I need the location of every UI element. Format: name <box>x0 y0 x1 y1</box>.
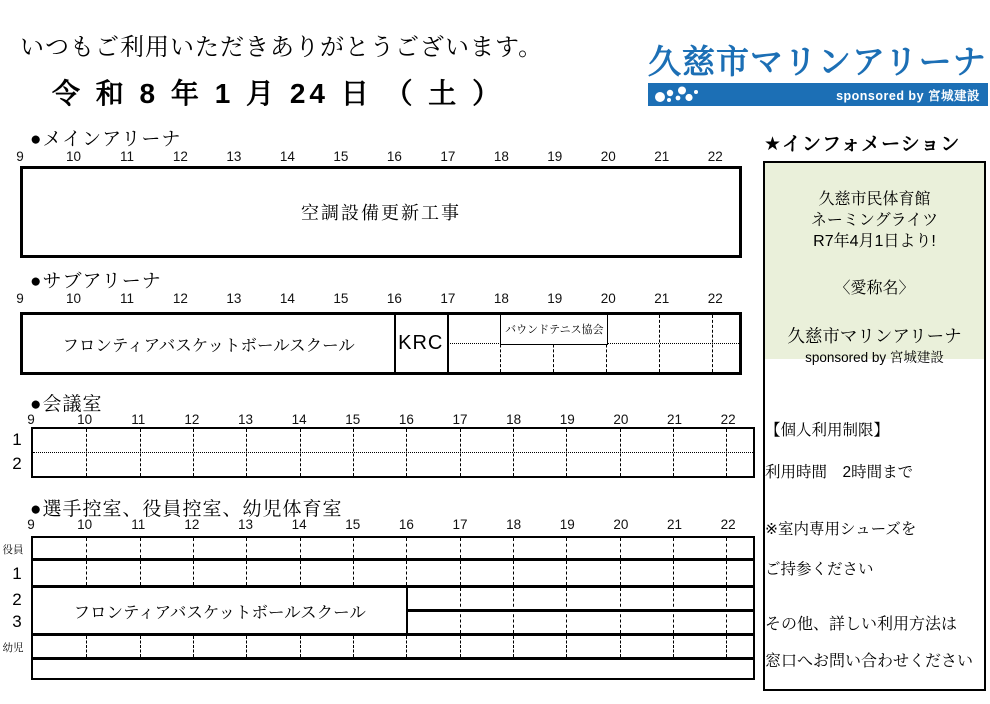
hour-label: 12 <box>184 412 200 427</box>
time-axis-main-arena <box>16 149 742 165</box>
rooms-row-label-3: 3 <box>12 612 22 631</box>
hour-gridline <box>566 538 567 558</box>
sub-arena-open-slots <box>447 315 739 372</box>
hour-label: 20 <box>600 149 616 164</box>
hour-label: 15 <box>345 517 361 532</box>
naming-line-2: ネーミングライツ <box>810 212 939 229</box>
hour-gridline <box>513 538 514 558</box>
hour-label: 18 <box>493 149 509 164</box>
hour-gridline <box>673 538 674 558</box>
hour-label: 14 <box>291 412 307 427</box>
sub-arena-schedule-box <box>20 312 742 375</box>
hour-gridline <box>620 588 621 633</box>
hour-gridline <box>86 636 87 657</box>
hour-gridline <box>726 561 727 585</box>
naming-line-3: R7年4月1日より! <box>813 233 936 250</box>
hour-gridline <box>300 429 301 476</box>
hour-gridline <box>140 636 141 657</box>
hour-gridline <box>353 429 354 476</box>
personal-use-restriction-body: 利用時間 2時間まで <box>765 464 914 481</box>
hour-gridline <box>140 429 141 476</box>
hour-gridline <box>712 315 713 372</box>
logo <box>648 44 988 106</box>
hour-gridline <box>566 561 567 585</box>
section-meeting-room-heading: ●会議室 <box>30 394 103 415</box>
hour-label: 12 <box>172 149 188 164</box>
time-axis-rooms <box>27 517 755 533</box>
naming-rights-panel <box>765 163 984 365</box>
logo-title: 久慈市マリンアリーナ <box>648 43 987 80</box>
hour-gridline <box>300 561 301 585</box>
rooms-rows-2-3 <box>33 588 753 633</box>
hour-label: 20 <box>613 517 629 532</box>
hour-gridline <box>300 636 301 657</box>
hour-label: 16 <box>398 412 414 427</box>
hour-gridline <box>460 561 461 585</box>
hour-label: 21 <box>654 149 670 164</box>
hour-label: 10 <box>77 412 93 427</box>
hour-label: 15 <box>333 291 349 306</box>
cell-bound-tennis-association: バウンドテニス協会 <box>500 315 608 345</box>
hour-label: 9 <box>27 517 35 532</box>
hour-gridline <box>513 588 514 633</box>
hour-label: 17 <box>452 412 468 427</box>
section-rooms-heading: ●選手控室、役員控室、幼児体育室 <box>30 499 343 520</box>
hour-label: 19 <box>547 149 563 164</box>
hour-label: 10 <box>65 291 81 306</box>
hour-gridline <box>246 429 247 476</box>
hour-gridline <box>513 636 514 657</box>
hour-gridline <box>726 588 727 633</box>
hour-label: 9 <box>16 291 24 306</box>
cell-krc: KRC <box>394 315 449 372</box>
rooms-row-yoji <box>33 636 753 657</box>
hour-gridline <box>566 636 567 657</box>
rooms-schedule-box <box>31 536 755 680</box>
rooms-rows-2-3-open-slots <box>406 588 753 633</box>
rooms-row-label-1: 1 <box>12 564 22 583</box>
hour-label: 11 <box>119 149 134 164</box>
sponsor-bar <box>648 83 988 106</box>
hour-gridline <box>193 561 194 585</box>
main-arena-event: 空調設備更新工事 <box>301 203 461 223</box>
hour-label: 18 <box>506 412 522 427</box>
rooms-row-label-yakuin: 役員 <box>2 544 24 556</box>
hour-label: 12 <box>184 517 200 532</box>
date-heading: 令 和 8 年 1 月 24 日 （ 土 ） <box>52 78 505 109</box>
hour-gridline <box>460 538 461 558</box>
hour-label: 14 <box>279 149 295 164</box>
cell-frontier-basketball-school-rooms: フロンティアバスケットボールスクール <box>33 588 408 633</box>
bubble-dots-icon <box>653 85 703 104</box>
hour-gridline <box>353 636 354 657</box>
hour-gridline <box>86 429 87 476</box>
hour-gridline <box>673 588 674 633</box>
hour-gridline <box>86 561 87 585</box>
section-main-arena-heading: ●メインアリーナ <box>30 129 182 150</box>
hour-label: 21 <box>654 291 670 306</box>
hour-label: 21 <box>667 517 683 532</box>
hour-gridline <box>513 429 514 476</box>
hour-label: 21 <box>667 412 683 427</box>
nickname-sponsor: sponsored by 宮城建設 <box>805 350 944 365</box>
hour-label: 22 <box>707 291 723 306</box>
hour-gridline <box>406 561 407 585</box>
meeting-room-row-label-2: 2 <box>12 454 22 473</box>
hour-gridline <box>673 429 674 476</box>
hour-label: 15 <box>333 149 349 164</box>
hour-label: 12 <box>172 291 188 306</box>
hour-label: 16 <box>398 517 414 532</box>
hour-label: 19 <box>559 517 575 532</box>
hour-label: 15 <box>345 412 361 427</box>
hour-label: 11 <box>131 412 146 427</box>
time-axis-meeting-room <box>27 412 755 428</box>
personal-use-restriction-title: 【個人利用制限】 <box>765 422 890 439</box>
time-axis-sub-arena <box>16 291 742 307</box>
hour-label: 11 <box>119 291 134 306</box>
hour-gridline <box>726 429 727 476</box>
hour-gridline <box>353 538 354 558</box>
hour-label: 18 <box>506 517 522 532</box>
hour-label: 17 <box>440 149 456 164</box>
hour-gridline <box>246 636 247 657</box>
hour-gridline <box>406 636 407 657</box>
hour-gridline <box>620 561 621 585</box>
hour-label: 13 <box>238 412 254 427</box>
hour-label: 13 <box>226 149 242 164</box>
hour-gridline <box>620 636 621 657</box>
thanks-message: いつもご利用いただきありがとうございます。 <box>20 34 544 61</box>
nickname-label: 〈愛称名〉 <box>834 280 915 297</box>
hour-label: 16 <box>386 149 402 164</box>
hour-gridline <box>140 561 141 585</box>
hour-gridline <box>353 561 354 585</box>
hour-label: 13 <box>238 517 254 532</box>
hour-label: 19 <box>547 291 563 306</box>
hour-label: 20 <box>600 291 616 306</box>
hour-gridline <box>406 429 407 476</box>
hour-gridline <box>620 538 621 558</box>
indoor-shoes-note-line2: ご持参ください <box>765 561 874 578</box>
hour-label: 14 <box>279 291 295 306</box>
indoor-shoes-note-line1: ※室内専用シューズを <box>765 521 917 538</box>
meeting-room-row-divider <box>33 452 753 453</box>
hour-label: 17 <box>440 291 456 306</box>
hour-label: 14 <box>291 517 307 532</box>
sponsor-text: sponsored by 宮城建設 <box>836 88 980 103</box>
hour-gridline <box>406 538 407 558</box>
hour-gridline <box>673 561 674 585</box>
hour-label: 17 <box>452 517 468 532</box>
hour-label: 22 <box>720 517 736 532</box>
hour-gridline <box>193 429 194 476</box>
contact-note-line2: 窓口へお問い合わせください <box>765 653 974 670</box>
rooms-row-label-yoji: 幼児 <box>2 642 24 654</box>
section-sub-arena-heading: ●サブアリーナ <box>30 271 162 292</box>
hour-label: 11 <box>131 517 146 532</box>
hour-label: 10 <box>77 517 93 532</box>
hour-gridline <box>193 636 194 657</box>
meeting-room-schedule-box <box>31 427 755 478</box>
hour-gridline <box>513 561 514 585</box>
rooms-row-label-2: 2 <box>12 590 22 609</box>
meeting-room-row-label-1: 1 <box>12 430 22 449</box>
hour-gridline <box>246 538 247 558</box>
hour-gridline <box>140 538 141 558</box>
contact-note-line1: その他、詳しい利用方法は <box>765 616 958 633</box>
hour-gridline <box>659 315 660 372</box>
information-box <box>763 161 986 691</box>
rooms-rows-2-3-divider <box>406 609 753 612</box>
hour-gridline <box>726 636 727 657</box>
hour-gridline <box>193 538 194 558</box>
rooms-row-blank <box>33 660 753 678</box>
hour-gridline <box>673 636 674 657</box>
nickname-value: 久慈市マリンアリーナ <box>787 326 962 346</box>
hour-gridline <box>620 429 621 476</box>
rooms-row-yakuin <box>33 538 753 558</box>
usage-notes-panel <box>765 421 984 672</box>
hour-gridline <box>726 538 727 558</box>
hour-label: 16 <box>386 291 402 306</box>
hour-label: 9 <box>27 412 35 427</box>
hour-label: 18 <box>493 291 509 306</box>
main-arena-schedule-box <box>20 166 742 258</box>
hour-label: 13 <box>226 291 242 306</box>
hour-gridline <box>86 538 87 558</box>
hour-label: 22 <box>707 149 723 164</box>
rooms-row-1 <box>33 561 753 585</box>
hour-gridline <box>460 636 461 657</box>
hour-gridline <box>460 429 461 476</box>
sidebar-heading: ★インフォメーション <box>764 134 961 155</box>
hour-gridline <box>246 561 247 585</box>
hour-label: 20 <box>613 412 629 427</box>
hour-label: 22 <box>720 412 736 427</box>
hour-gridline <box>566 588 567 633</box>
naming-line-1: 久慈市民体育館 <box>818 191 931 208</box>
hour-label: 10 <box>65 149 81 164</box>
hour-label: 9 <box>16 149 24 164</box>
hour-gridline <box>566 429 567 476</box>
hour-gridline <box>460 588 461 633</box>
cell-frontier-basketball-school: フロンティアバスケットボールスクール <box>23 315 396 372</box>
hour-label: 19 <box>559 412 575 427</box>
hour-gridline <box>300 538 301 558</box>
